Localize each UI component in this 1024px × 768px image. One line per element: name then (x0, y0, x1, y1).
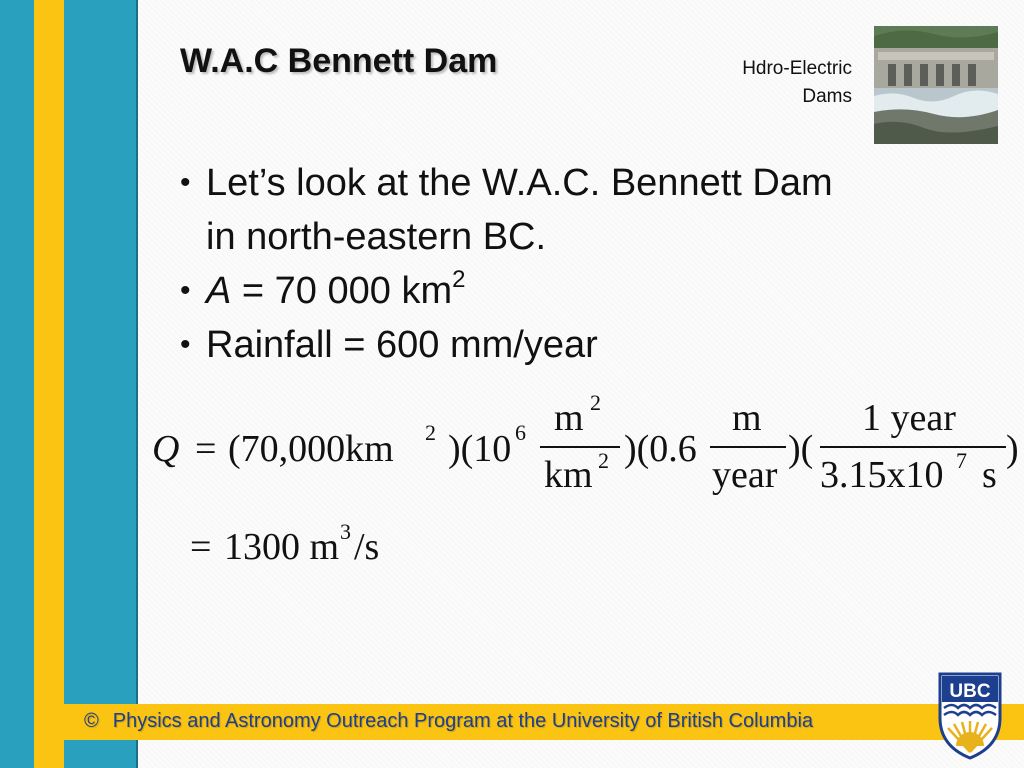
eq-close: ) (1006, 428, 1019, 470)
eq-area-exponent: 2 (425, 420, 436, 445)
subtitle-line-2: Dams (802, 86, 852, 107)
frac1-numerator: m (554, 397, 584, 439)
left-yellow-stripe (34, 0, 64, 768)
slide-title: W.A.C Bennett Dam (180, 42, 498, 80)
footer-bar (64, 704, 1024, 740)
ubc-logo (936, 672, 1004, 760)
frac2-denominator: year (712, 454, 778, 496)
eq-power-6: 6 (515, 420, 526, 445)
frac3-numerator: 1 year (862, 397, 956, 439)
left-blue-band (64, 0, 136, 768)
svg-text:UBC: UBC (949, 681, 991, 702)
stripe-divider (136, 0, 138, 768)
bullet-1-line-2: in north-eastern BC. (206, 216, 547, 258)
result-unit: /s (354, 526, 380, 568)
frac1-numerator-exponent: 2 (590, 390, 601, 415)
frac2-numerator: m (732, 397, 762, 439)
eq-q: Q (152, 428, 180, 470)
bullet-item (178, 264, 833, 318)
bullet-list (178, 156, 833, 372)
eq-mid-1: )(10 (448, 428, 512, 470)
left-blue-stripe (0, 0, 34, 768)
frac3-bar (820, 446, 1006, 448)
eq-area: (70,000km (228, 428, 394, 470)
slide-subtitle (742, 55, 852, 111)
footer-text: Physics and Astronomy Outreach Program at the University of British Columbia (112, 710, 814, 732)
bullet-item (178, 156, 833, 264)
area-variable: A (206, 270, 232, 312)
bullet-1-line-1: Let’s look at the W.A.C. Bennett Dam (206, 162, 833, 204)
result-exponent: 3 (340, 519, 351, 544)
frac2-bar (710, 446, 786, 448)
bullet-item (178, 318, 833, 372)
footer-credit (84, 710, 813, 733)
eq-mid-3: )( (788, 428, 814, 470)
area-value: = 70 000 km (231, 270, 453, 312)
dam-photo (874, 26, 998, 144)
copyright-symbol: © (84, 710, 99, 732)
frac3-denominator-exponent: 7 (956, 448, 967, 473)
frac3-denominator-unit: s (982, 454, 997, 496)
area-exponent: 2 (452, 266, 466, 293)
result-equals: = (190, 526, 212, 568)
eq-equals: = (195, 428, 217, 470)
eq-mid-2: )(0.6 (624, 428, 697, 470)
rainfall-text: Rainfall = 600 mm/year (206, 324, 598, 366)
flow-equation (150, 390, 1020, 500)
frac1-denominator-exponent: 2 (598, 448, 609, 473)
frac3-denominator: 3.15x10 (820, 454, 944, 496)
frac1-denominator: km (544, 454, 593, 496)
result-value: 1300 m (224, 526, 340, 568)
subtitle-line-1: Hdro-Electric (742, 58, 852, 79)
